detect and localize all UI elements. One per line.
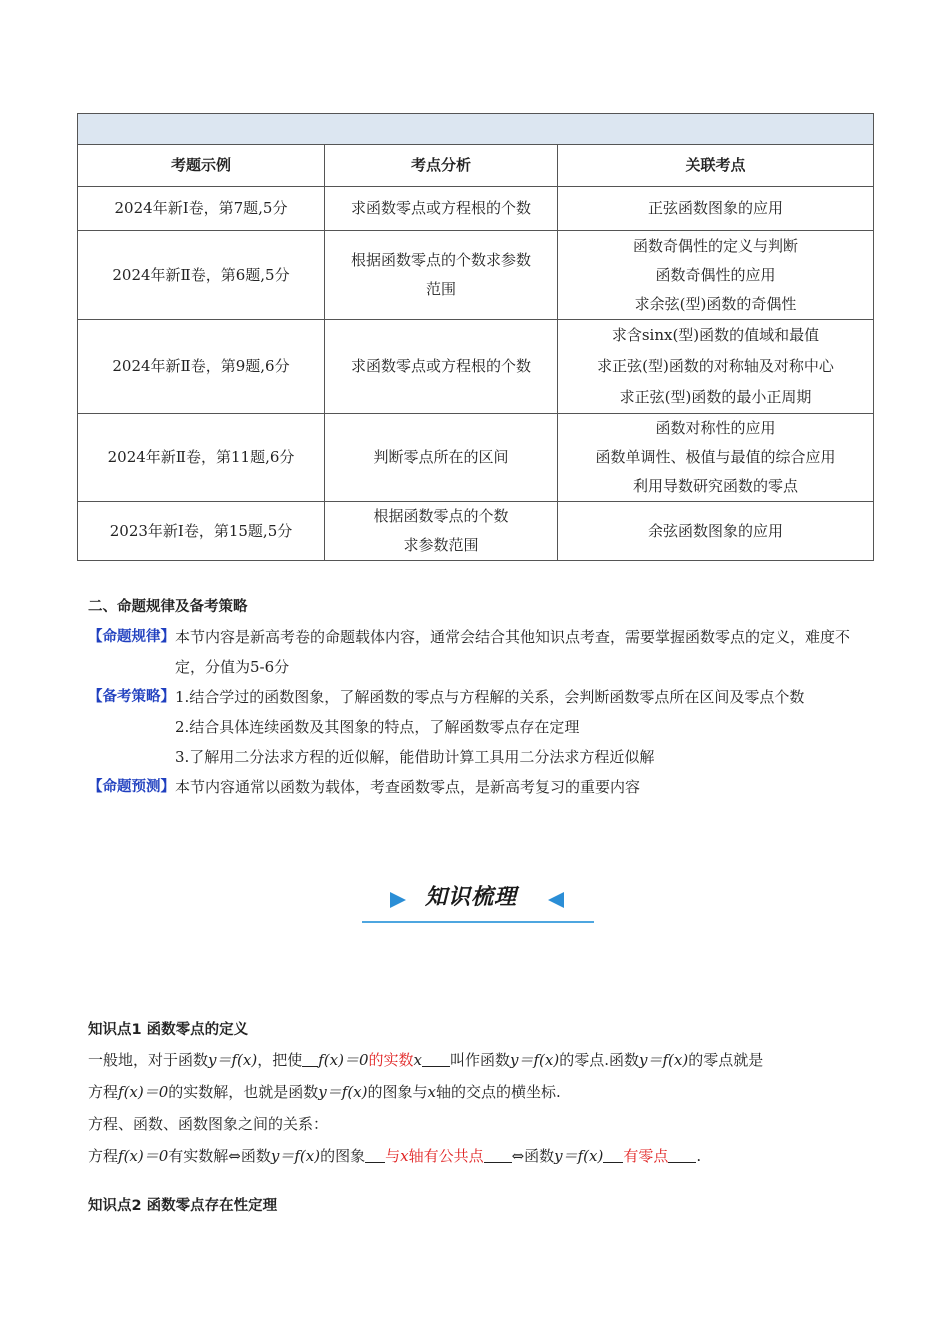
- math-yfx: y＝f⁡(x): [554, 1147, 604, 1165]
- cell-example: 2024年新I卷，第7题,5分: [78, 187, 325, 231]
- answer-text: 与x轴有公共点: [385, 1147, 484, 1165]
- exam-analysis-table: [77, 113, 874, 561]
- fill-blank: [484, 1146, 512, 1163]
- rule-tag: 【命题规律】: [88, 629, 175, 645]
- prep-item: 2.结合具体连续函数及其图象的特点，了解函数零点存在定理: [175, 718, 580, 736]
- triangle-left-icon: [548, 892, 564, 908]
- cell-example: 2023年新I卷，第15题,5分: [78, 502, 325, 561]
- math-fx0: f⁡(x)＝0: [118, 1083, 169, 1101]
- prep-list: [175, 682, 868, 772]
- cell-example: 2024年新Ⅱ卷，第11题,6分: [78, 414, 325, 502]
- math-yfx: y＝f⁡(x): [270, 1147, 321, 1165]
- knowledge-section: [88, 1016, 878, 1220]
- kp1-line-3: 方程、函数、函数图象之间的关系：: [88, 1115, 329, 1133]
- table-row: [78, 414, 874, 502]
- prep-item: 1.结合学过的函数图象，了解函数的零点与方程解的关系，会判断函数零点所在区间及零点个数: [175, 688, 805, 706]
- kp1-heading: 知识点1 函数零点的定义: [88, 1022, 249, 1038]
- kp1-line-2: 方程f⁡(x)＝0的实数解，也就是函数y＝f⁡(x)的图象与x轴的交点的横坐标.: [88, 1083, 561, 1101]
- cell-example: 2024年新Ⅱ卷，第9题,6分: [78, 320, 325, 414]
- answer-text: 有零点: [623, 1147, 669, 1165]
- cell-analysis: 根据函数零点的个数 求参数范围: [325, 502, 558, 561]
- cell-analysis: 根据函数零点的个数求参数 范围: [325, 231, 558, 320]
- predict-tag: 【命题预测】: [88, 779, 175, 795]
- answer-text: 的实数: [368, 1051, 414, 1069]
- cell-analysis: 求函数零点或方程根的个数: [325, 187, 558, 231]
- math-yfx: y＝f⁡(x): [510, 1051, 560, 1069]
- kp2-heading: 知识点2 函数零点存在性定理: [88, 1198, 278, 1214]
- cell-related: 正弦函数图象的应用: [558, 187, 874, 231]
- section-heading: 二、命题规律及备考策略: [88, 599, 248, 615]
- table-row: [78, 502, 874, 561]
- cell-related: 余弦函数图象的应用: [558, 502, 874, 561]
- col-header-related: 关联考点: [558, 145, 874, 187]
- cell-related: 函数奇偶性的定义与判断 函数奇偶性的应用 求余弦(型)函数的奇偶性: [558, 231, 874, 320]
- prep-item: 3.了解用二分法求方程的近似解，能借助计算工具用二分法求方程近似解: [175, 748, 655, 766]
- knowledge-banner: [362, 874, 594, 924]
- cell-example: 2024年新Ⅱ卷，第6题,5分: [78, 231, 325, 320]
- kp1-line-4: 方程f⁡(x)＝0有实数解⇔函数y＝f⁡(x)的图象 与x轴有公共点 ⇔函数y＝f⁡(x) 有零点 .: [88, 1147, 702, 1165]
- table-header-row: [78, 145, 874, 187]
- math-x: x: [413, 1051, 422, 1069]
- strategy-section: [88, 592, 868, 802]
- col-header-analysis: 考点分析: [325, 145, 558, 187]
- fill-blank: [422, 1050, 450, 1067]
- cell-related: 求含sinx(型)函数的值域和最值 求正弦(型)函数的对称轴及对称中心 求正弦(型)函数的最小正周期: [558, 320, 874, 414]
- math-fx0: f⁡(x)＝0: [318, 1051, 369, 1069]
- table-row: [78, 231, 874, 320]
- math-x: x: [427, 1083, 436, 1101]
- rule-paragraph: [88, 622, 868, 682]
- rule-text: 本节内容是新高考卷的命题载体内容，通常会结合其他知识点考查，需要掌握函数零点的定义，难度不定，分值为5-6分: [175, 628, 851, 676]
- fill-blank: [668, 1146, 696, 1163]
- fill-blank: [365, 1146, 385, 1163]
- math-yfx: y＝f⁡(x): [638, 1051, 689, 1069]
- math-yfx: y＝f⁡(x): [318, 1083, 368, 1101]
- cell-analysis: 求函数零点或方程根的个数: [325, 320, 558, 414]
- banner-title: 知识梳理: [425, 885, 518, 910]
- predict-text: 本节内容通常以函数为载体，考查函数零点，是新高考复习的重要内容: [175, 778, 641, 796]
- table-row: [78, 320, 874, 414]
- math-fx0: f⁡(x)＝0: [118, 1147, 169, 1165]
- banner-underline: [362, 921, 594, 923]
- table-header-band: [78, 114, 874, 145]
- kp1-line-1: 一般地，对于函数y＝f⁡(x)，把使 f⁡(x)＝0的实数x 叫作函数y＝f⁡(x)的零点.函数y＝f⁡(x)的零点就是: [88, 1051, 764, 1069]
- prep-tag: 【备考策略】: [88, 689, 175, 705]
- fill-blank: [302, 1050, 318, 1067]
- prep-paragraph: [88, 682, 868, 772]
- cell-related: 函数对称性的应用 函数单调性、极值与最值的综合应用 利用导数研究函数的零点: [558, 414, 874, 502]
- table-row: [78, 187, 874, 231]
- fill-blank: [603, 1146, 623, 1163]
- triangle-right-icon: [390, 892, 406, 908]
- cell-analysis: 判断零点所在的区间: [325, 414, 558, 502]
- predict-paragraph: [88, 772, 868, 802]
- col-header-example: 考题示例: [78, 145, 325, 187]
- math-yfx: y＝f⁡(x): [208, 1051, 258, 1069]
